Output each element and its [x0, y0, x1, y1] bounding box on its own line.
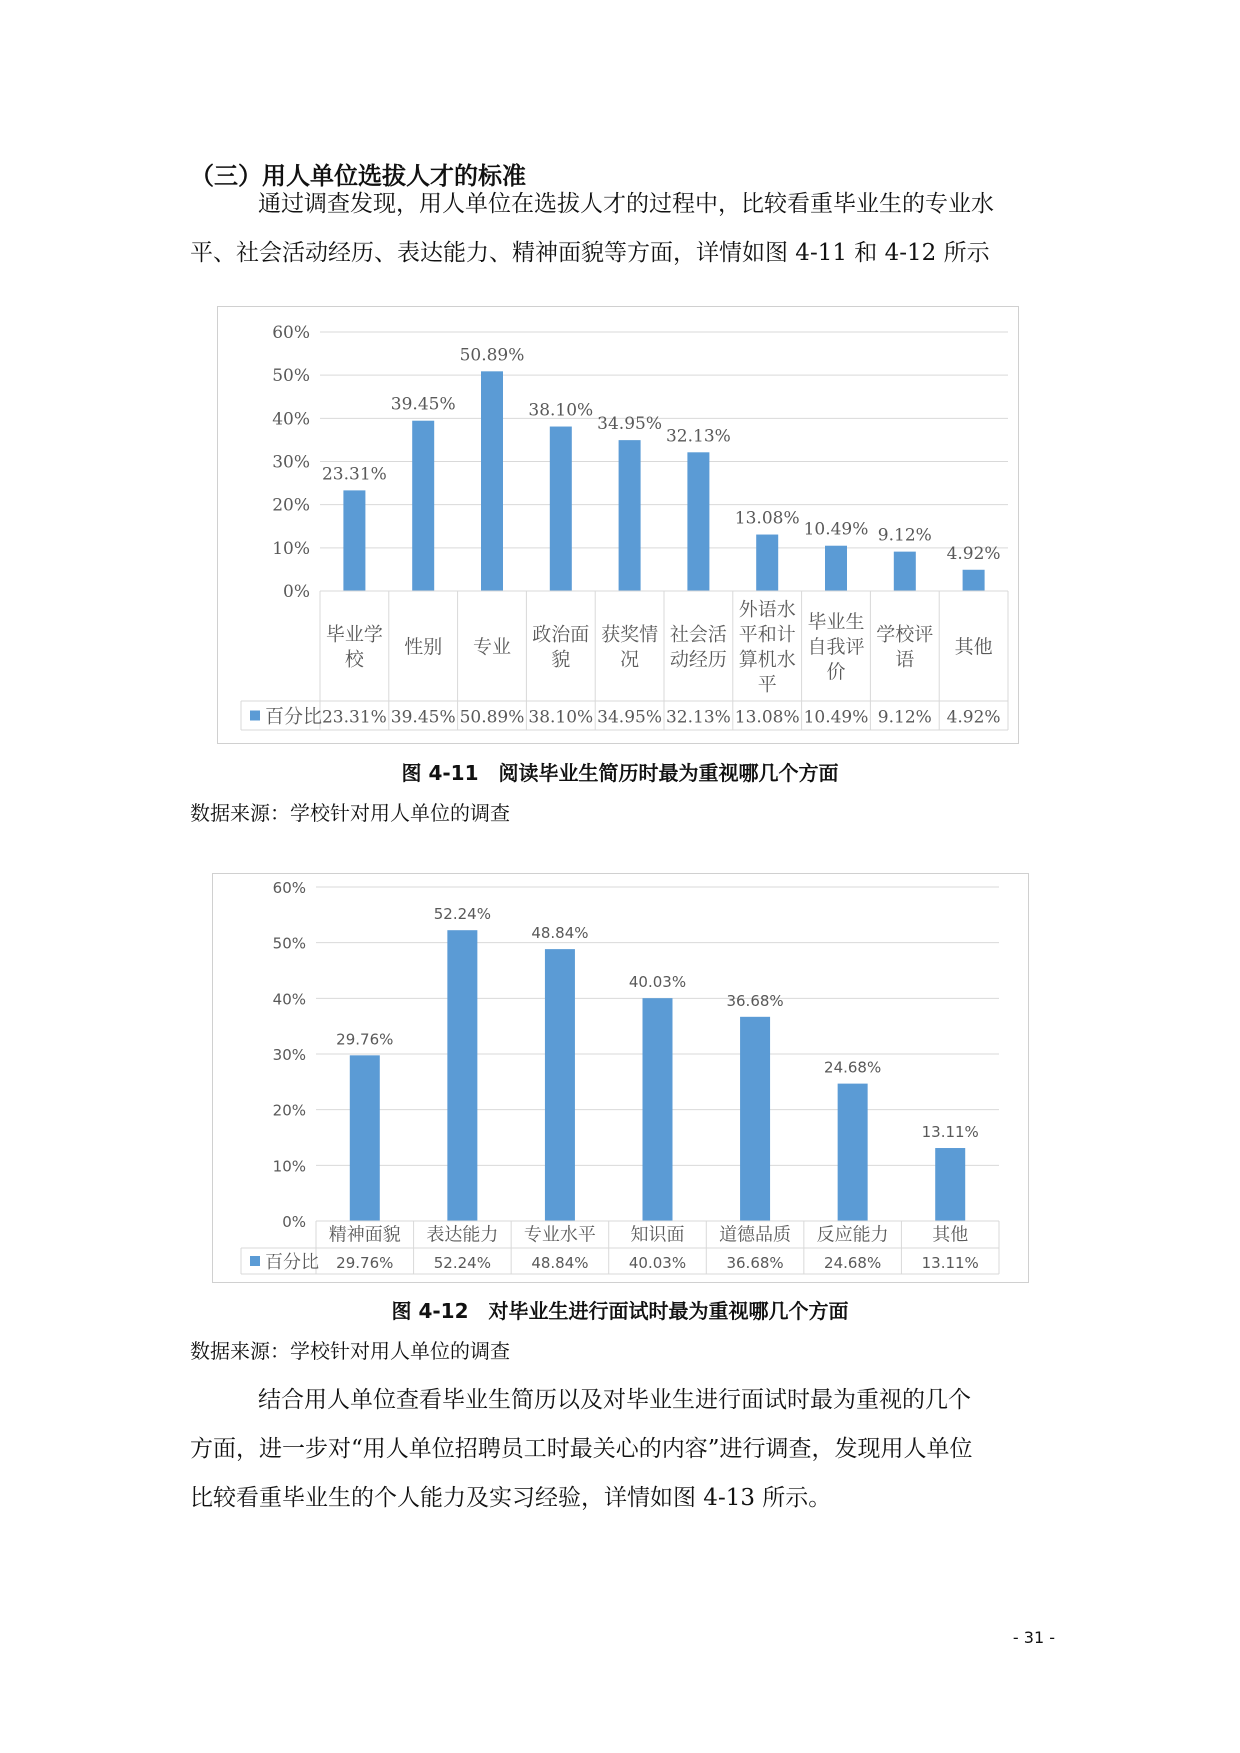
figure-4-11-source: 数据来源：学校针对用人单位的调查	[190, 801, 510, 825]
x-category-label: 获奖情	[601, 623, 659, 646]
table-value: 13.11%	[921, 1254, 979, 1272]
y-tick-label: 60%	[272, 323, 310, 343]
data-label: 13.08%	[734, 508, 800, 529]
table-value: 50.89%	[459, 707, 525, 728]
x-category-label: 动经历	[669, 648, 727, 671]
table-value: 29.76%	[336, 1254, 394, 1272]
y-tick-label: 10%	[272, 538, 310, 559]
legend-label: 百分比	[265, 705, 323, 728]
x-category-label: 自我评	[807, 636, 865, 658]
y-tick-label: 60%	[272, 879, 306, 897]
data-label: 13.11%	[921, 1123, 979, 1142]
legend-key	[250, 1256, 260, 1266]
table-value: 10.49%	[803, 707, 869, 728]
bar	[447, 930, 477, 1221]
y-tick-label: 10%	[272, 1157, 306, 1176]
x-category-label: 社会活	[669, 623, 727, 646]
x-category-label: 专业	[472, 636, 512, 658]
bar	[343, 490, 365, 591]
legend-label: 百分比	[265, 1252, 319, 1273]
table-value: 9.12%	[877, 707, 932, 728]
page-number: - 31 -	[1012, 1628, 1055, 1647]
intro-paragraph	[190, 180, 1070, 278]
bar	[412, 421, 434, 591]
figure-4-11-chart	[217, 306, 1019, 744]
data-label: 38.10%	[528, 400, 594, 421]
bar	[825, 546, 847, 591]
data-label: 34.95%	[597, 414, 663, 435]
closing-paragraph	[190, 1376, 1070, 1523]
x-category-label: 道德品质	[719, 1224, 792, 1246]
bar	[619, 440, 641, 591]
y-tick-label: 30%	[272, 452, 310, 473]
figure-4-12-chart	[212, 873, 1029, 1283]
y-tick-label: 50%	[272, 366, 310, 387]
table-value: 24.68%	[824, 1254, 882, 1272]
data-label: 4.92%	[946, 543, 1001, 564]
bar	[545, 949, 575, 1221]
data-label: 39.45%	[390, 394, 456, 415]
bar	[350, 1055, 380, 1221]
data-label: 10.49%	[803, 519, 869, 540]
y-tick-label: 0%	[283, 582, 310, 602]
data-label: 24.68%	[824, 1058, 882, 1077]
data-label: 23.31%	[321, 464, 387, 485]
table-value: 38.10%	[528, 707, 594, 728]
x-category-label: 学校评	[876, 623, 934, 646]
bar	[687, 452, 709, 591]
table-value: 4.92%	[946, 707, 1001, 728]
bar	[935, 1148, 965, 1221]
closing-line-1: 结合用人单位查看毕业生简历以及对毕业生进行面试时最为重视的几个	[258, 1387, 971, 1413]
x-category-label: 反应能力	[816, 1224, 889, 1246]
bar	[963, 570, 985, 591]
x-category-label: 平	[757, 673, 777, 696]
legend-key	[250, 711, 260, 721]
x-category-label: 性别	[404, 636, 443, 658]
table-value: 52.24%	[433, 1254, 491, 1272]
x-category-label: 知识面	[630, 1224, 685, 1246]
figure-4-12-source: 数据来源：学校针对用人单位的调查	[190, 1339, 510, 1363]
data-label: 50.89%	[459, 345, 525, 366]
x-category-label: 毕业学	[325, 623, 383, 646]
data-label: 29.76%	[336, 1030, 394, 1049]
x-category-label: 校	[344, 648, 364, 671]
x-category-label: 其他	[932, 1224, 969, 1246]
bar	[740, 1017, 770, 1221]
x-category-label: 况	[620, 648, 640, 671]
x-category-label: 平和计	[738, 623, 796, 646]
table-value: 34.95%	[597, 707, 663, 728]
table-value: 36.68%	[726, 1254, 784, 1272]
table-value: 39.45%	[390, 707, 456, 728]
x-category-label: 算机水	[738, 648, 796, 671]
x-category-label: 精神面貌	[328, 1224, 401, 1246]
bar	[550, 427, 572, 591]
figure-4-12-caption: 图 4-12 对毕业生进行面试时最为重视哪几个方面	[391, 1299, 849, 1323]
x-category-label: 专业水平	[523, 1224, 596, 1246]
table-value: 32.13%	[665, 707, 731, 728]
closing-line-2: 方面，进一步对“用人单位招聘员工时最关心的内容”进行调查，发现用人单位	[190, 1436, 973, 1462]
table-value: 48.84%	[531, 1254, 589, 1272]
bar	[756, 535, 778, 591]
x-category-label: 价	[826, 661, 846, 683]
bar	[838, 1084, 868, 1221]
y-tick-label: 50%	[272, 934, 306, 953]
x-category-label: 其他	[954, 636, 993, 658]
data-label: 32.13%	[665, 426, 731, 447]
figure-4-11-caption: 图 4-11 阅读毕业生简历时最为重视哪几个方面	[401, 761, 839, 785]
bar	[643, 998, 673, 1221]
table-value: 13.08%	[734, 707, 800, 728]
y-tick-label: 40%	[272, 409, 310, 430]
y-tick-label: 20%	[272, 1101, 306, 1120]
x-category-label: 外语水	[738, 598, 796, 621]
data-label: 48.84%	[531, 924, 589, 943]
y-tick-label: 0%	[282, 1213, 306, 1231]
x-category-label: 政治面	[532, 623, 590, 646]
y-tick-label: 40%	[272, 990, 306, 1009]
data-label: 36.68%	[726, 991, 784, 1010]
intro-line-2: 平、社会活动经历、表达能力、精神面貌等方面，详情如图 4-11 和 4-12 所示	[190, 240, 990, 266]
x-category-label: 语	[895, 648, 915, 671]
closing-line-3: 比较看重毕业生的个人能力及实习经验，详情如图 4-13 所示。	[190, 1485, 832, 1511]
y-tick-label: 20%	[272, 495, 310, 516]
y-tick-label: 30%	[272, 1046, 306, 1064]
table-value: 23.31%	[321, 707, 387, 728]
bar-chart-resume	[218, 307, 1018, 743]
data-label: 52.24%	[433, 905, 491, 924]
intro-line-1: 通过调查发现，用人单位在选拔人才的过程中，比较看重毕业生的专业水	[258, 191, 994, 217]
data-label: 40.03%	[628, 973, 687, 992]
bar-chart-interview	[213, 874, 1028, 1282]
data-label: 9.12%	[877, 525, 932, 546]
section-heading: （三）用人单位选拔人才的标准	[190, 162, 526, 190]
bar	[481, 371, 503, 591]
bar	[894, 552, 916, 591]
x-category-label: 表达能力	[426, 1224, 499, 1246]
x-category-label: 毕业生	[807, 611, 865, 633]
table-value: 40.03%	[628, 1254, 687, 1272]
x-category-label: 貌	[551, 648, 571, 671]
